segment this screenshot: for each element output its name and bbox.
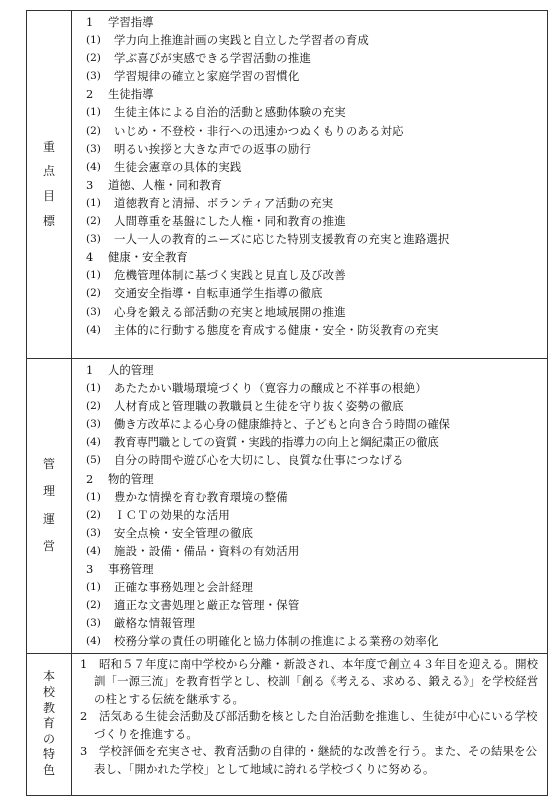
label-char: 理	[42, 484, 55, 499]
section-title: 物的管理	[108, 471, 154, 486]
section-title: 学習指導	[108, 15, 154, 29]
list-item: (4) 施設・設備・備品・資料の有効活用	[86, 543, 300, 558]
label-char: 目	[42, 189, 55, 203]
feature-paragraph: 3 学校評価を充実させ、教育活動の自律的・継続的な改善を行う。また、その結果を公表し、「開かれた学校」として地域に誇れる学校づくりに努める。	[80, 744, 538, 776]
label-char: 重	[42, 139, 55, 154]
section-title: 人的管理	[108, 363, 154, 377]
label-char: 育	[42, 716, 55, 731]
list-item: (3) 一人一人の教育的ニーズに応じた特別支援教育の充実と進路選択	[86, 232, 450, 247]
list-item: (1) 正確な事務処理と会計経理	[86, 580, 254, 595]
row-school-features	[27, 653, 548, 795]
feature-paragraph: 2 活気ある生徒会活動及び部活動を核とした自治活動を推進し、生徒が中心にいる学校づくりを推進する。	[80, 709, 538, 741]
section-number: 2	[86, 471, 94, 486]
list-item: (3) 働き方改革による心身の健康維持と、子どもと向き合う時間の確保	[86, 417, 450, 432]
vertical-label	[43, 131, 55, 238]
label-char: 標	[42, 213, 55, 228]
list-item: (2) ＩＣＴの効果的な活用	[86, 507, 230, 522]
vertical-label	[43, 445, 55, 567]
label-char: 校	[42, 685, 55, 700]
row-label-management	[27, 359, 72, 654]
school-plan-table	[26, 10, 548, 796]
label-char: 管	[42, 456, 55, 471]
key-goals-content	[72, 11, 548, 359]
list-item: (1) 豊かな情操を育む教育環境の整備	[86, 489, 288, 504]
section-number: 1	[86, 15, 94, 29]
section-title: 健康・安全教育	[108, 250, 188, 265]
list-item: (2) 交通安全指導・自転車通学生指導の徹底	[86, 286, 323, 301]
section	[80, 470, 541, 560]
section-number: 1	[86, 363, 94, 377]
row-key-goals	[27, 11, 548, 359]
section	[80, 176, 541, 248]
section-number: 2	[86, 87, 94, 102]
section-title: 生徒指導	[108, 87, 154, 102]
vertical-label	[43, 669, 55, 778]
list-item: (1) 道徳教育と清掃、ボランティア活動の充実	[86, 195, 334, 210]
list-item: (4) 生徒会憲章の具体的実践	[86, 159, 242, 174]
section	[80, 13, 541, 85]
list-item: (4) 主体的に行動する態度を育成する健康・安全・防災教育の充実	[86, 322, 439, 337]
section-title: 道徳、人権・同和教育	[108, 177, 222, 192]
row-label-key-goals	[27, 11, 72, 359]
management-content	[72, 359, 548, 654]
label-char: 特	[42, 747, 55, 762]
section	[80, 85, 541, 175]
label-char: 営	[42, 539, 55, 554]
feature-paragraph: 1 昭和５７年度に南中学校から分離・新設され、本年度で創立４３年目を迎える。開校訓「一源三流」を教育哲学とし、校訓「創る《考える、求める、鍛える》」を学校経営の柱とする伝統を継承する。	[80, 656, 539, 706]
list-item: (5) 自分の時間や遊び心を大切にし、良質な仕事につなげる	[86, 453, 404, 468]
label-char: 点	[42, 164, 55, 179]
section-number: 3	[86, 177, 94, 192]
list-item: (2) 人間尊重を基盤にした人権・同和教育の推進	[86, 214, 346, 229]
section	[80, 560, 541, 650]
list-item: (3) 安全点検・安全管理の徹底	[86, 525, 254, 540]
list-item: (2) いじめ・不登校・非行への迅速かつぬくもりのある対応	[86, 123, 404, 138]
list-item: (3) 心身を鍛える部活動の充実と地域展開の推進	[86, 304, 346, 319]
row-management	[27, 359, 548, 654]
section-number: 4	[86, 250, 94, 265]
list-item: (3) 明るい挨拶と大きな声での返事の励行	[86, 141, 312, 156]
list-item: (1) あたたかい職場環境づくり（寛容力の醸成と不祥事の根絶）	[86, 381, 427, 396]
list-item: (4) 教育専門職としての資質・実践的指導力の向上と綱紀粛正の徹底	[86, 435, 439, 450]
label-char: 色	[42, 762, 55, 777]
label-char: 本	[42, 669, 55, 684]
section	[80, 361, 541, 470]
list-item: (3) 学習規律の確立と家庭学習の習慣化	[86, 69, 300, 84]
list-item: (2) 学ぶ喜びが実感できる学習活動の推進	[86, 51, 312, 66]
list-item: (1) 危機管理体制に基づく実践と見直し及び改善	[86, 268, 346, 283]
section-title: 事務管理	[108, 562, 154, 577]
label-char: 運	[42, 511, 55, 526]
list-item: (2) 人材育成と管理職の教職員と生徒を守り抜く姿勢の徹底	[86, 399, 404, 414]
list-item: (1) 学力向上推進計画の実践と自立した学習者の育成	[86, 33, 369, 48]
list-item: (1) 生徒主体による自治的活動と感動体験の充実	[86, 105, 346, 120]
label-char: の	[42, 731, 55, 746]
row-label-school-features	[27, 653, 72, 795]
label-char: 教	[42, 700, 55, 715]
section	[80, 248, 541, 338]
list-item: (2) 適正な文書処理と厳正な管理・保管	[86, 598, 300, 613]
section-number: 3	[86, 562, 94, 577]
list-item: (3) 厳格な情報管理	[86, 616, 196, 631]
school-features-content	[72, 653, 548, 795]
list-item: (4) 校務分掌の責任の明確化と協力体制の推進による業務の効率化	[86, 634, 439, 649]
